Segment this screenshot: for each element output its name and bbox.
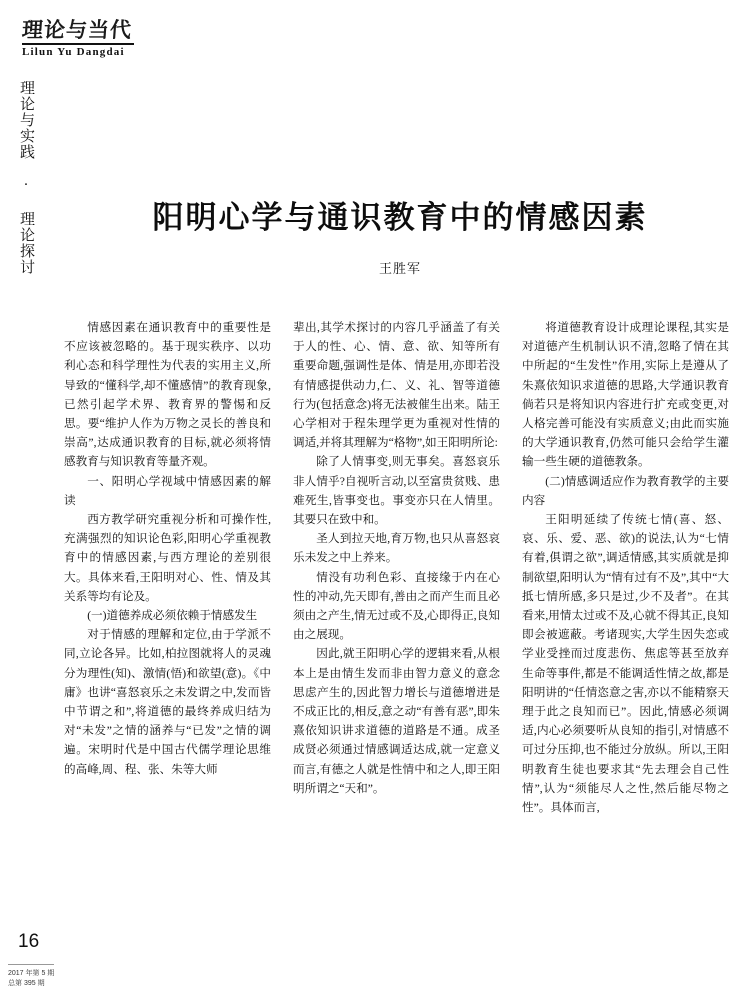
paragraph: 辈出,其学术探讨的内容几乎涵盖了有关于人的性、心、情、意、欲、知等所有重要命题,强调性是体、情是用,亦即若没有情感提供动力,仁、义、礼、智等道德行为(包括意念)将无法被催生出来。陆王心学相对于程朱理学更为重视对性情的调适,并将其理解为“格物”,如王阳明所论: [293, 321, 500, 450]
paragraph: 将道德教育设计成理论课程,其实是对道德产生机制认识不清,忽略了情在其中所起的“生发性”作用,实际上是遵从了朱熹依知识求道德的思路,大学通识教育倘若只是将知识内容进行扩充或变更,对人格完善可能没有实质意义;由此而实施的大学通识教育,仍然可能只会给学生灌输一些生硬的道德教条。 [522, 321, 729, 469]
masthead-strip [0, 0, 133, 999]
paragraph: 圣人到拉天地,育万物,也只从喜怒哀乐未发之中上养来。 [293, 532, 500, 565]
text-column-1 [64, 318, 271, 958]
journal-logo-pinyin: Lilun Yu Dangdai [22, 46, 125, 58]
text-column-3 [522, 318, 729, 958]
paragraph: 除了人情事变,则无事矣。喜怒哀乐非人情乎?自视听言动,以至富贵贫贱、患难死生,皆事变也。事变亦只在人情里。其要只在致中和。 [293, 455, 500, 527]
footer-divider [8, 964, 54, 965]
article-author: 王胜军 [378, 261, 421, 276]
issue-line-1: 2017 年第 5 期 [8, 970, 55, 977]
journal-logo [22, 18, 140, 64]
paragraph: 因此,就王阳明心学的逻辑来看,从根本上是由情生发而非由智力意义的意念思虑产生的,因此智力增长与道德增进是不成正比的,相反,意之动“有善有恶”,即朱熹依知识讲求道德的道路是不通。成圣成贤必须通过情感调适达成,就一定意义而言,有德之人就是性情中和之人,即王阳明所谓之“天和”。 [293, 647, 500, 795]
page-number: 16 [18, 931, 40, 952]
issue-info [8, 969, 78, 989]
paragraph: 情感因素在通识教育中的重要性是不应该被忽略的。基于现实秩序、以功利心态和科学理性为代表的实用主义,所导致的“懂科学,却不懂感情”的教育现象,已然引起学术界、教育界的警惕和反思。要“维护人作为万物之灵长的善良和崇高”,达成通识教育的目标,就必须将情感教育与知识教育等量齐观。 [64, 321, 271, 469]
section-label: 理论与实践 · 理论探讨 [18, 80, 34, 275]
paragraph: 一、阳明心学视域中情感因素的解读 [64, 474, 271, 507]
paragraph: 王阳明延续了传统七情(喜、怒、哀、乐、爱、恶、欲)的说法,认为“七情有着,俱谓之欲”,调适情感,其实质就是抑制欲望,阳明认为“情有过有不及”,其中“大抵七情所感,多只是过,少不及者”。在其看来,用情太过或不及,心就不得其正,良知即会被遮蔽。考诸现实,大学生因失恋或学业受挫而过度悲伤、焦虑等甚至放弃生命等事件,都是不能调适性情之故,都是阳明讲的“任情恣意之害,亦以不能精察天理于此之良知而已”。因此,情感必须调适,内心必须要听从良知的指引,对情感不可过分压抑,也不能过分放纵。所以,王阳明教育生徒也要求其“先去理会自己性情”,认为“须能尽人之性,然后能尽物之性”。具体而言, [522, 513, 729, 815]
article-body [64, 318, 730, 958]
paragraph: 对于情感的理解和定位,由于学派不同,立论各异。比如,柏拉图就将人的灵魂分为理性(知)、激情(悟)和欲望(意)。《中庸》也讲“喜怒哀乐之未发谓之中,发而皆中节谓之和”,将道德的最终养成归结为对“未发”之情的涵养与“已发”之情的调遍。宋明时代是中国古代儒学理论思维的高峰,周、程、张、朱等大师 [64, 628, 271, 776]
issue-line-2: 总第 395 期 [8, 980, 45, 987]
logo-divider [22, 43, 134, 45]
paragraph: 情没有功利色彩、直接缘于内在心性的冲动,先天即有,善由之而产生而且必须由之产生,情无过或不及,心即得正,良知由之展现。 [293, 570, 500, 642]
paragraph: (二)情感调适应作为教育教学的主要内容 [522, 474, 729, 507]
paragraph: 西方教学研究重视分析和可操作性,充满强烈的知识论色彩,阳明心学重视教育中的情感因素,与西方理论的差别很大。具体来看,王阳明对心、性、情及其关系等均有论及。 [64, 513, 271, 603]
journal-logo-cn: 理论与当代 [21, 17, 133, 42]
article-title: 阳明心学与通识教育中的情感因素 [152, 200, 648, 236]
text-column-2 [293, 318, 500, 958]
paragraph: (一)道德养成必须依赖于情感发生 [87, 609, 258, 623]
